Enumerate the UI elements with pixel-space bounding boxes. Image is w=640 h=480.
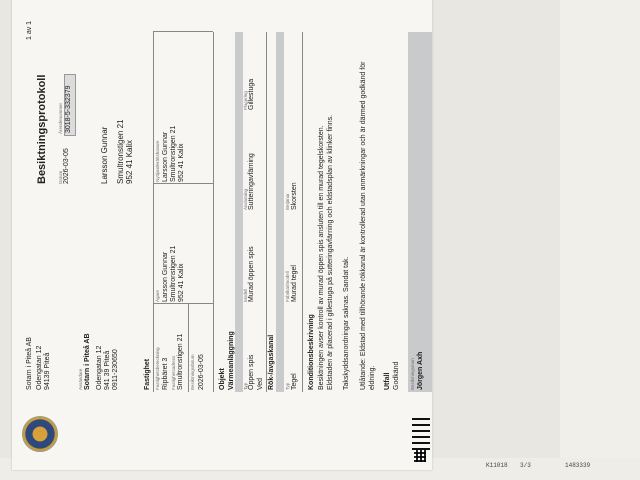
divider bbox=[188, 304, 189, 392]
registration-mark bbox=[412, 425, 430, 427]
divider bbox=[153, 183, 213, 184]
inspector-label: Besiktningsman bbox=[410, 358, 415, 390]
heating-location-label: Placering bbox=[243, 91, 248, 110]
heating-type-value: Öppen spis bbox=[248, 354, 255, 390]
divider bbox=[302, 32, 303, 392]
divider bbox=[213, 32, 214, 392]
recipient-city: 952 41 Kalix bbox=[125, 139, 134, 184]
inspector-name: Jörgen Axh bbox=[417, 351, 424, 390]
heating-model-value: Murad öppen spis bbox=[248, 246, 255, 302]
result-value: Godkänd bbox=[393, 361, 400, 390]
registration-mark bbox=[412, 431, 430, 433]
owner-name: Larsson Gunnar bbox=[162, 251, 169, 302]
recipient-street: Smultronstigen 21 bbox=[116, 119, 125, 184]
company-postal: 94139 Piteå bbox=[44, 352, 51, 390]
property-address-label: Fastighetsadress bbox=[171, 355, 176, 390]
heating-type-label: Typ bbox=[243, 382, 248, 390]
document-title: Besiktningsprotokoll bbox=[36, 74, 48, 184]
document-date: 2026-03-05 bbox=[63, 148, 70, 184]
owner-city: 952 41 Kalix bbox=[178, 263, 185, 302]
heating-location-value: Gillestuga bbox=[248, 78, 255, 110]
footer-code-4: 3/3 bbox=[520, 462, 531, 469]
registration-mark bbox=[412, 419, 430, 421]
signature-bar bbox=[408, 32, 432, 392]
flue-type-value: Tegel bbox=[291, 373, 298, 390]
heating-model-label: Modell bbox=[243, 288, 248, 302]
date-label: Datum bbox=[58, 170, 63, 184]
result-heading: Utfall bbox=[384, 372, 391, 390]
divider bbox=[153, 303, 213, 304]
flue-type-label: Typ bbox=[285, 382, 290, 390]
flue-header-bar bbox=[276, 32, 284, 392]
footer-code-5: 1483339 bbox=[565, 462, 591, 469]
flue-model-value: Murad tegel bbox=[291, 265, 298, 302]
property-address-value: Smultronstigen 21 bbox=[177, 333, 184, 390]
heating-heading: Värmeanläggning bbox=[228, 331, 235, 390]
flue-heading: Rök-/avgaskanal bbox=[268, 334, 275, 390]
sender-label: Avsändare bbox=[78, 368, 83, 390]
condition-line-2: Eldstaden är placerad i gillestuga på sutteringavfärning och eldstadsplan av klinker finns. bbox=[327, 114, 334, 390]
background-sheet-edge bbox=[560, 0, 640, 480]
refnr-label: Ärendenummer bbox=[58, 102, 63, 134]
user-city: 952 41 Kalix bbox=[178, 143, 185, 182]
inspection-date-label: Besiktningsdatum bbox=[190, 354, 195, 390]
condition-line-1: Besiktningen avser kontroll av murad öppen spis ansluten till en murad tegelskorsten. bbox=[318, 125, 325, 390]
registration-mark bbox=[412, 437, 430, 439]
company-name: Sotarn i Piteå AB bbox=[26, 337, 33, 390]
designation-value: Ripbäret 3 bbox=[162, 357, 169, 390]
user-street: Smultronstigen 21 bbox=[170, 125, 177, 182]
condition-line-3: Takskyddsanordningar saknas. Sandat tak. bbox=[343, 256, 350, 390]
user-label: Nyttjanderättshavare bbox=[155, 140, 160, 182]
property-heading: Fastighet bbox=[144, 358, 151, 390]
qr-code-icon bbox=[414, 450, 426, 462]
inspection-date-value: 2026-03-05 bbox=[198, 354, 205, 390]
owner-label: Ägare bbox=[155, 289, 160, 302]
page-count: 1 av 1 bbox=[26, 20, 33, 40]
owner-street: Smultronstigen 21 bbox=[170, 245, 177, 302]
flue-serves-value: Skorsten bbox=[291, 182, 298, 210]
recipient-name: Larsson Gunnar bbox=[100, 126, 109, 184]
condition-line-5: eldning. bbox=[369, 365, 376, 390]
flue-model-label: Fabrikat/modell bbox=[285, 271, 290, 302]
divider bbox=[266, 32, 267, 392]
company-seal-icon bbox=[22, 416, 58, 452]
designation-label: Fastighetsbeteckning bbox=[155, 347, 160, 390]
company-street: Odengatan 12 bbox=[36, 345, 43, 390]
flue-serves-label: Betjänar bbox=[285, 193, 290, 210]
sender-street: Odengatan 12 bbox=[96, 345, 103, 390]
footer-code-3: K11018 bbox=[486, 462, 508, 469]
sender-name: Sotarn i Piteå AB bbox=[84, 333, 91, 390]
condition-heading: Konditionsbeskrivning bbox=[308, 314, 315, 390]
refnr-value: 3018-5-332379 bbox=[65, 85, 72, 133]
user-name: Larsson Gunnar bbox=[162, 131, 169, 182]
inspection-document bbox=[12, 0, 432, 470]
divider bbox=[153, 31, 213, 32]
fuel-value: Ved bbox=[257, 377, 264, 390]
heating-connection-label: Anslutning bbox=[243, 188, 248, 210]
object-heading: Objekt bbox=[219, 368, 226, 390]
heating-header-bar bbox=[235, 32, 243, 392]
registration-mark bbox=[412, 443, 430, 445]
sender-postal: 941 39 Piteå bbox=[104, 350, 111, 390]
sender-phone: 0911-230650 bbox=[112, 349, 119, 390]
heating-connection-value: Sutteringavfärning bbox=[248, 153, 255, 210]
condition-line-4: Utlåtande: Eldstad med tillhörande rökkanal är kontrollerad utan anmärkningar och är därmed godkänd för bbox=[360, 61, 367, 390]
divider bbox=[153, 32, 154, 392]
